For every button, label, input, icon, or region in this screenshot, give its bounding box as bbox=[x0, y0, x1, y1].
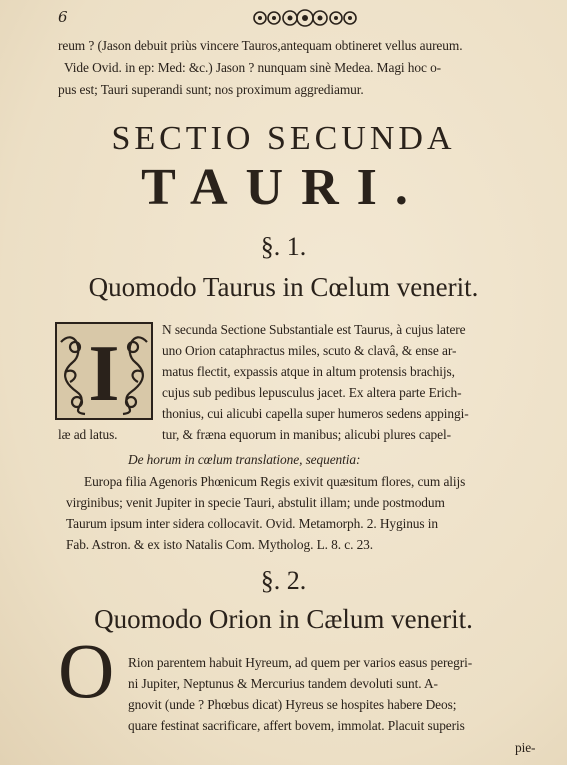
section-title: SECTIO SECUNDA bbox=[111, 120, 456, 157]
text-line: thonius, cui alicubi capella super humeros sedens appingi- bbox=[162, 406, 469, 421]
text-line: gnovit (unde ? Phœbus dicat) Hyreus se hospites habere Deos; bbox=[128, 697, 457, 712]
text-line: N secunda Sectione Substantiale est Taurus, à cujus latere bbox=[162, 322, 466, 337]
text-line: virginibus; venit Jupiter in specie Tauri, abstulit illam; unde postmodum bbox=[66, 495, 445, 510]
paragraph-number: §. 1. bbox=[260, 232, 307, 261]
text-line: cujus sub pedibus lepusculus jacet. Ex altera parte Erich- bbox=[162, 385, 462, 400]
text-line: pus est; Tauri superandi sunt; nos proximum aggrediamur. bbox=[58, 82, 364, 97]
chapter-heading: Quomodo Taurus in Cœlum venerit. bbox=[88, 272, 479, 302]
page-number: 6 bbox=[58, 8, 68, 26]
text-line: quare festinat sacrificare, affert bovem, immolat. Placuit superis bbox=[128, 718, 465, 733]
ornament-icon bbox=[250, 8, 360, 28]
catchword: pie- bbox=[515, 740, 536, 755]
text-line: Taurum ipsum inter sidera collocavit. Ovid. Metamorph. 2. Hyginus in bbox=[66, 516, 438, 531]
text-line: læ ad latus. bbox=[58, 427, 118, 442]
text-line: matus flectit, expassis atque in altum protensis brachijs, bbox=[162, 364, 455, 379]
text-line: Europa filia Agenoris Phœnicum Regis exivit quæsitum flores, cum alijs bbox=[84, 474, 466, 489]
text-line: Vide Ovid. in ep: Med: &c.) Jason ? nunquam sinè Medea. Magi hoc o- bbox=[64, 60, 442, 75]
initial-letter: O bbox=[58, 627, 115, 714]
decorated-initial-icon bbox=[55, 322, 153, 420]
text-line: tur, & fræna equorum in manibus; alicubi plures capel- bbox=[162, 427, 451, 442]
text-line: uno Orion cataphractus miles, scuto & clavâ, & ense ar- bbox=[162, 343, 457, 358]
chapter-heading: Quomodo Orion in Cælum venerit. bbox=[94, 604, 473, 634]
text-line: reum ? (Jason debuit priùs vincere Tauros,antequam obtineret vellus aureum. bbox=[58, 38, 463, 53]
text-line: Fab. Astron. & ex isto Natalis Com. Mytholog. L. 8. c. 23. bbox=[66, 537, 374, 552]
text-line: Rion parentem habuit Hyreum, ad quem per varios easus peregri- bbox=[128, 655, 473, 670]
text-line: ni Jupiter, Neptunus & Mercurius tandem devoluti sunt. A- bbox=[128, 676, 438, 691]
paragraph-number: §. 2. bbox=[260, 566, 307, 595]
section-subtitle: TAURI. bbox=[141, 159, 426, 216]
italic-subheading: De horum in cœlum translatione, sequentia: bbox=[128, 452, 361, 467]
svg-text:I: I bbox=[88, 330, 120, 418]
